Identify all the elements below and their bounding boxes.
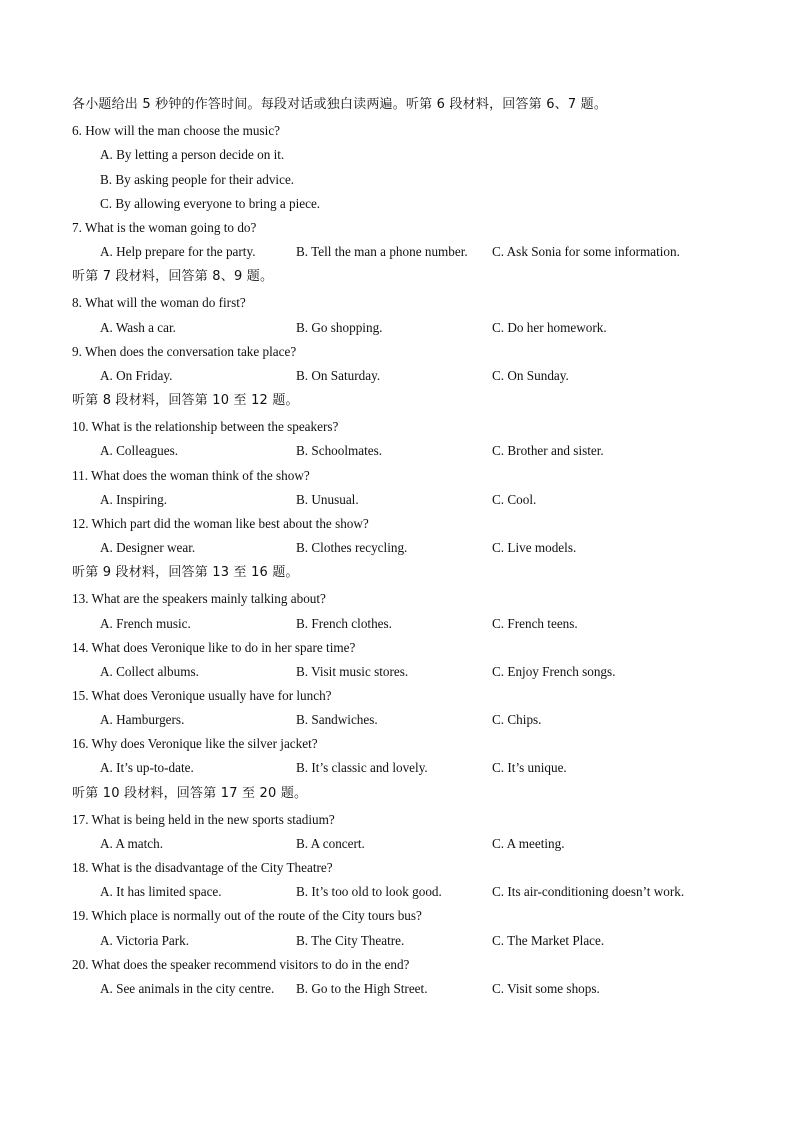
- q19-option-b: B. The City Theatre.: [296, 933, 405, 948]
- question-16: 16. Why does Veronique like the silver jacket?: [72, 736, 318, 751]
- q12-option-c: C. Live models.: [492, 540, 577, 555]
- q18-option-a: A. It has limited space.: [100, 884, 222, 899]
- q20-option-c: C. Visit some shops.: [492, 981, 600, 996]
- question-17: 17. What is being held in the new sports stadium?: [72, 812, 335, 827]
- q18-option-c: C. Its air-conditioning doesn’t work.: [492, 884, 685, 899]
- q11-option-b: B. Unusual.: [296, 492, 359, 507]
- q16-option-b: B. It’s classic and lovely.: [296, 760, 428, 775]
- q18-option-b: B. It’s too old to look good.: [296, 884, 442, 899]
- q15-option-b: B. Sandwiches.: [296, 712, 378, 727]
- q13-option-b: B. French clothes.: [296, 616, 392, 631]
- q14-option-a: A. Collect albums.: [100, 664, 199, 679]
- question-9: 9. When does the conversation take place?: [72, 344, 297, 359]
- q14-option-c: C. Enjoy French songs.: [492, 664, 616, 679]
- q14-option-b: B. Visit music stores.: [296, 664, 409, 679]
- question-11: 11. What does the woman think of the show?: [72, 468, 310, 483]
- q8-option-b: B. Go shopping.: [296, 320, 383, 335]
- q7-option-c: C. Ask Sonia for some information.: [492, 244, 680, 259]
- q10-option-a: A. Colleagues.: [100, 443, 179, 458]
- q11-option-a: A. Inspiring.: [100, 492, 168, 507]
- q17-option-b: B. A concert.: [296, 836, 365, 851]
- q9-option-a: A. On Friday.: [100, 368, 173, 383]
- question-6: 6. How will the man choose the music?: [72, 123, 281, 138]
- question-18: 18. What is the disadvantage of the City Theatre?: [72, 860, 333, 875]
- q19-option-c: C. The Market Place.: [492, 933, 605, 948]
- question-7: 7. What is the woman going to do?: [72, 220, 257, 235]
- q7-option-b: B. Tell the man a phone number.: [296, 244, 468, 259]
- q17-option-c: C. A meeting.: [492, 836, 565, 851]
- instruction-section-10: 听第 10 段材料，回答第 17 至 20 题。: [72, 786, 308, 801]
- question-14: 14. What does Veronique like to do in her spare time?: [72, 640, 356, 655]
- question-15: 15. What does Veronique usually have for lunch?: [72, 688, 332, 703]
- q6-option-a: A. By letting a person decide on it.: [100, 147, 285, 162]
- q10-option-c: C. Brother and sister.: [492, 443, 604, 458]
- q9-option-c: C. On Sunday.: [492, 368, 569, 383]
- q16-option-a: A. It’s up-to-date.: [100, 760, 194, 775]
- q8-option-a: A. Wash a car.: [100, 320, 176, 335]
- question-8: 8. What will the woman do first?: [72, 295, 246, 310]
- instruction-section-9: 听第 9 段材料，回答第 13 至 16 题。: [72, 565, 299, 580]
- question-19: 19. Which place is normally out of the route of the City tours bus?: [72, 908, 422, 923]
- question-13: 13. What are the speakers mainly talking about?: [72, 591, 326, 606]
- q12-option-b: B. Clothes recycling.: [296, 540, 408, 555]
- q6-option-b: B. By asking people for their advice.: [100, 172, 295, 187]
- q9-option-b: B. On Saturday.: [296, 368, 381, 383]
- instruction-section-7: 听第 7 段材料，回答第 8、9 题。: [72, 269, 274, 284]
- q11-option-c: C. Cool.: [492, 492, 537, 507]
- q19-option-a: A. Victoria Park.: [100, 933, 190, 948]
- instruction-intro: 各小题给出 5 秒钟的作答时间。每段对话或独白读两遍。听第 6 段材料，回答第 6、7 题。: [72, 97, 608, 112]
- q20-option-b: B. Go to the High Street.: [296, 981, 428, 996]
- instruction-section-8: 听第 8 段材料，回答第 10 至 12 题。: [72, 393, 299, 408]
- question-10: 10. What is the relationship between the speakers?: [72, 419, 339, 434]
- q15-option-a: A. Hamburgers.: [100, 712, 185, 727]
- q6-option-c: C. By allowing everyone to bring a piece.: [100, 196, 321, 211]
- q13-option-a: A. French music.: [100, 616, 191, 631]
- q17-option-a: A. A match.: [100, 836, 163, 851]
- q16-option-c: C. It’s unique.: [492, 760, 567, 775]
- question-20: 20. What does the speaker recommend visitors to do in the end?: [72, 957, 410, 972]
- q20-option-a: A. See animals in the city centre.: [100, 981, 275, 996]
- q12-option-a: A. Designer wear.: [100, 540, 196, 555]
- q15-option-c: C. Chips.: [492, 712, 542, 727]
- q10-option-b: B. Schoolmates.: [296, 443, 383, 458]
- q7-option-a: A. Help prepare for the party.: [100, 244, 256, 259]
- q8-option-c: C. Do her homework.: [492, 320, 607, 335]
- q13-option-c: C. French teens.: [492, 616, 578, 631]
- question-12: 12. Which part did the woman like best about the show?: [72, 516, 369, 531]
